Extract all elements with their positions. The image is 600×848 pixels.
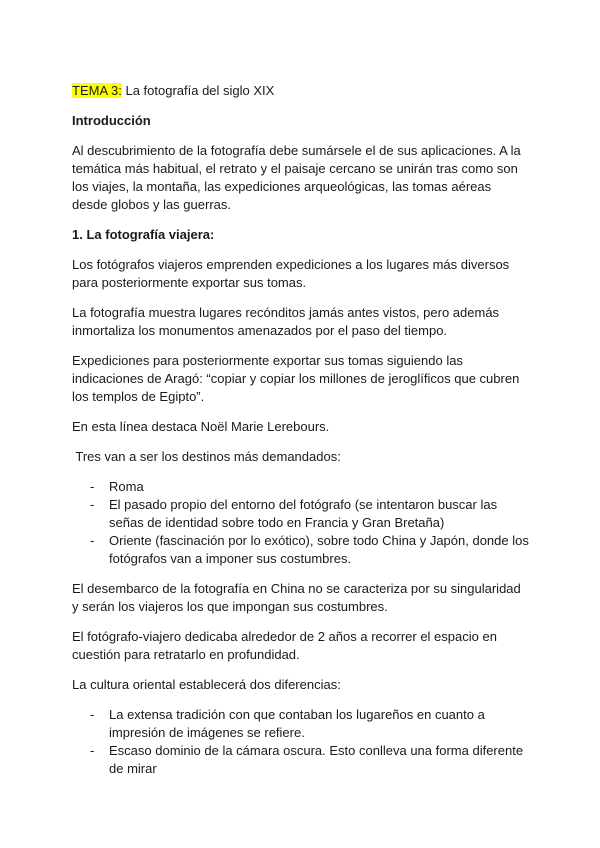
paragraph-china: El desembarco de la fotografía en China no se caracteriza por su singularidad y serán los viajeros los que impongan sus costumbres. xyxy=(72,581,521,614)
paragraph-lerebours: En esta línea destaca Noël Marie Lerebours. xyxy=(72,419,330,434)
paragraph-remote-places: La fotografía muestra lugares recónditos jamás antes vistos, pero además inmortaliza los monumentos amenazados por el paso del tiempo. xyxy=(72,305,500,338)
paragraph-destinations-intro: Tres van a ser los destinos más demandados: xyxy=(72,449,341,464)
intro-heading: Introducción xyxy=(72,113,151,128)
title-highlight: TEMA 3: xyxy=(72,83,122,98)
paragraph-two-years: El fotógrafo-viajero dedicaba alrededor de 2 años a recorrer el espacio en cuestión para retratarlo en profundidad. xyxy=(72,629,497,662)
title-text: La fotografía del siglo XIX xyxy=(121,83,275,98)
paragraph-differences-intro: La cultura oriental establecerá dos diferencias: xyxy=(72,677,341,692)
document-title xyxy=(72,82,530,100)
destinations-list xyxy=(72,478,530,568)
list-item: - Oriente (fascinación por lo exótico), sobre todo China y Japón, donde los fotógrafos van a imponer sus costumbres. xyxy=(109,532,530,568)
intro-paragraph: Al descubrimiento de la fotografía debe sumársele el de sus aplicaciones. A la temática más habitual, el retrato y el paisaje cercano se unirán tras como son los viajes, la montaña, las expediciones arqueológicas, las tomas aéreas desde globos y las guerras. xyxy=(72,143,521,212)
list-item: - Escaso dominio de la cámara oscura. Esto conlleva una forma diferente de mirar xyxy=(109,742,530,778)
paragraph-arago: Expediciones para posteriormente exportar sus tomas siguiendo las indicaciones de Aragó: “copiar y copiar los millones de jeroglíficos que cubren los templos de Egipto”. xyxy=(72,353,520,404)
section-1-heading: 1. La fotografía viajera: xyxy=(72,227,215,242)
list-item: - La extensa tradición con que contaban los lugareños en cuanto a impresión de imágenes se refiere. xyxy=(109,706,530,742)
differences-list xyxy=(72,706,530,778)
paragraph-travelers: Los fotógrafos viajeros emprenden expediciones a los lugares más diversos para posteriormente exportar sus tomas. xyxy=(72,257,510,290)
list-item: - Roma xyxy=(109,478,530,496)
list-item: - El pasado propio del entorno del fotógrafo (se intentaron buscar las señas de identidad sobre todo en Francia y Gran Bretaña) xyxy=(109,496,530,532)
